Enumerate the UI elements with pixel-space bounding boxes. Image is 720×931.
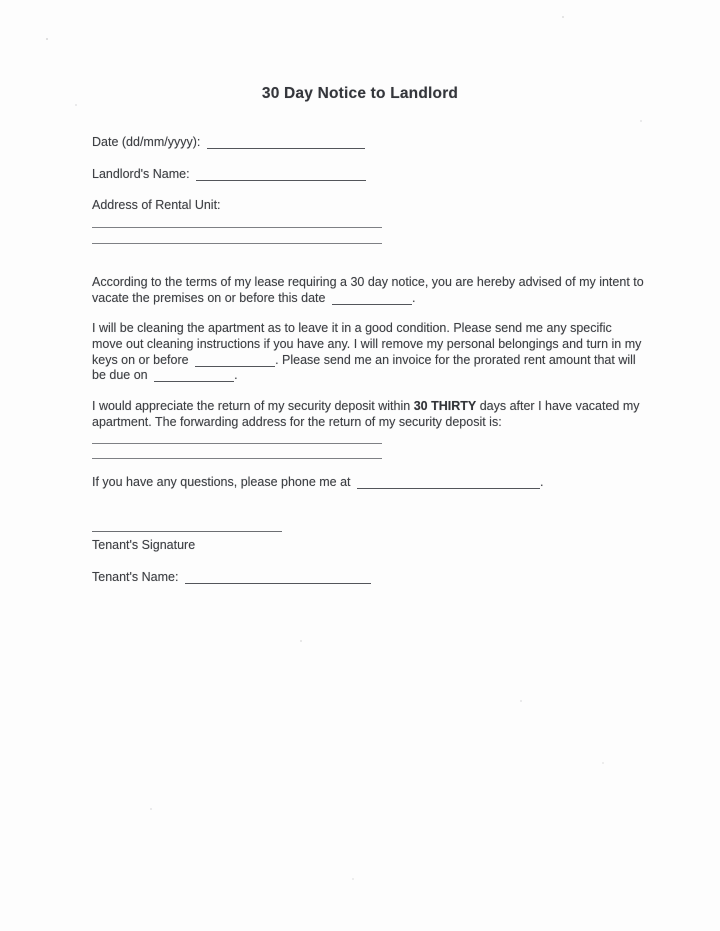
cleaning-text-1: I will be cleaning the apartment as to leave it in a good condition. Please send me any specific move out cleaning instructions if you have any. I will remove my personal belongings and turn in my keys on or before: [92, 321, 642, 367]
landlord-name-label: Landlord's Name:: [92, 167, 190, 181]
deposit-thirty-days-bold: 30 THIRTY: [413, 399, 477, 413]
forwarding-address-blank-line-2: [92, 458, 382, 459]
scan-noise-specks: [0, 0, 2, 2]
document-title: 30 Day Notice to Landlord: [261, 85, 459, 102]
landlord-name-blank-line: [196, 168, 366, 181]
phone-number-blank: [357, 476, 540, 489]
vacate-notice-period: .: [411, 290, 416, 305]
tenant-name-label: Tenant's Name:: [92, 570, 179, 584]
phone-period: .: [540, 475, 544, 489]
rental-address-blank-line-1: [92, 227, 382, 228]
vacate-notice-text: According to the terms of my lease requiring a 30 day notice, you are hereby advised of my intent to vacate the premises on or before this date: [92, 275, 644, 305]
rental-address-blank-line-2: [92, 243, 382, 244]
tenant-name-row: [92, 569, 371, 585]
date-field-row: [92, 134, 365, 150]
cleaning-text-3: .: [234, 368, 238, 383]
phone-text: If you have any questions, please phone me at: [92, 475, 351, 489]
cleaning-text-2: . Please send me an invoice for the prorated rent amount that will be due on: [92, 352, 636, 383]
paragraph-vacate-notice: [92, 275, 644, 307]
tenant-signature-label: Tenant's Signature: [92, 538, 196, 552]
vacate-date-blank: [332, 292, 412, 305]
phone-row: [92, 474, 543, 490]
deposit-text-2: days after I have vacated my apartment. The forwarding address for the return of my security deposit is:: [92, 399, 640, 429]
landlord-name-field-row: [92, 166, 366, 182]
date-blank-line: [207, 136, 365, 149]
paragraph-cleaning-keys: [92, 321, 644, 384]
date-label: Date (dd/mm/yyyy):: [92, 135, 201, 149]
rent-due-date-blank: [154, 369, 234, 382]
keys-date-blank: [195, 354, 275, 367]
rental-address-label: Address of Rental Unit:: [92, 198, 221, 212]
deposit-text-1: I would appreciate the return of my security deposit within: [92, 399, 411, 413]
tenant-name-blank-line: [185, 571, 371, 584]
tenant-signature-blank-line: [92, 531, 282, 532]
paragraph-security-deposit: [92, 399, 644, 431]
forwarding-address-blank-line-1: [92, 443, 382, 444]
